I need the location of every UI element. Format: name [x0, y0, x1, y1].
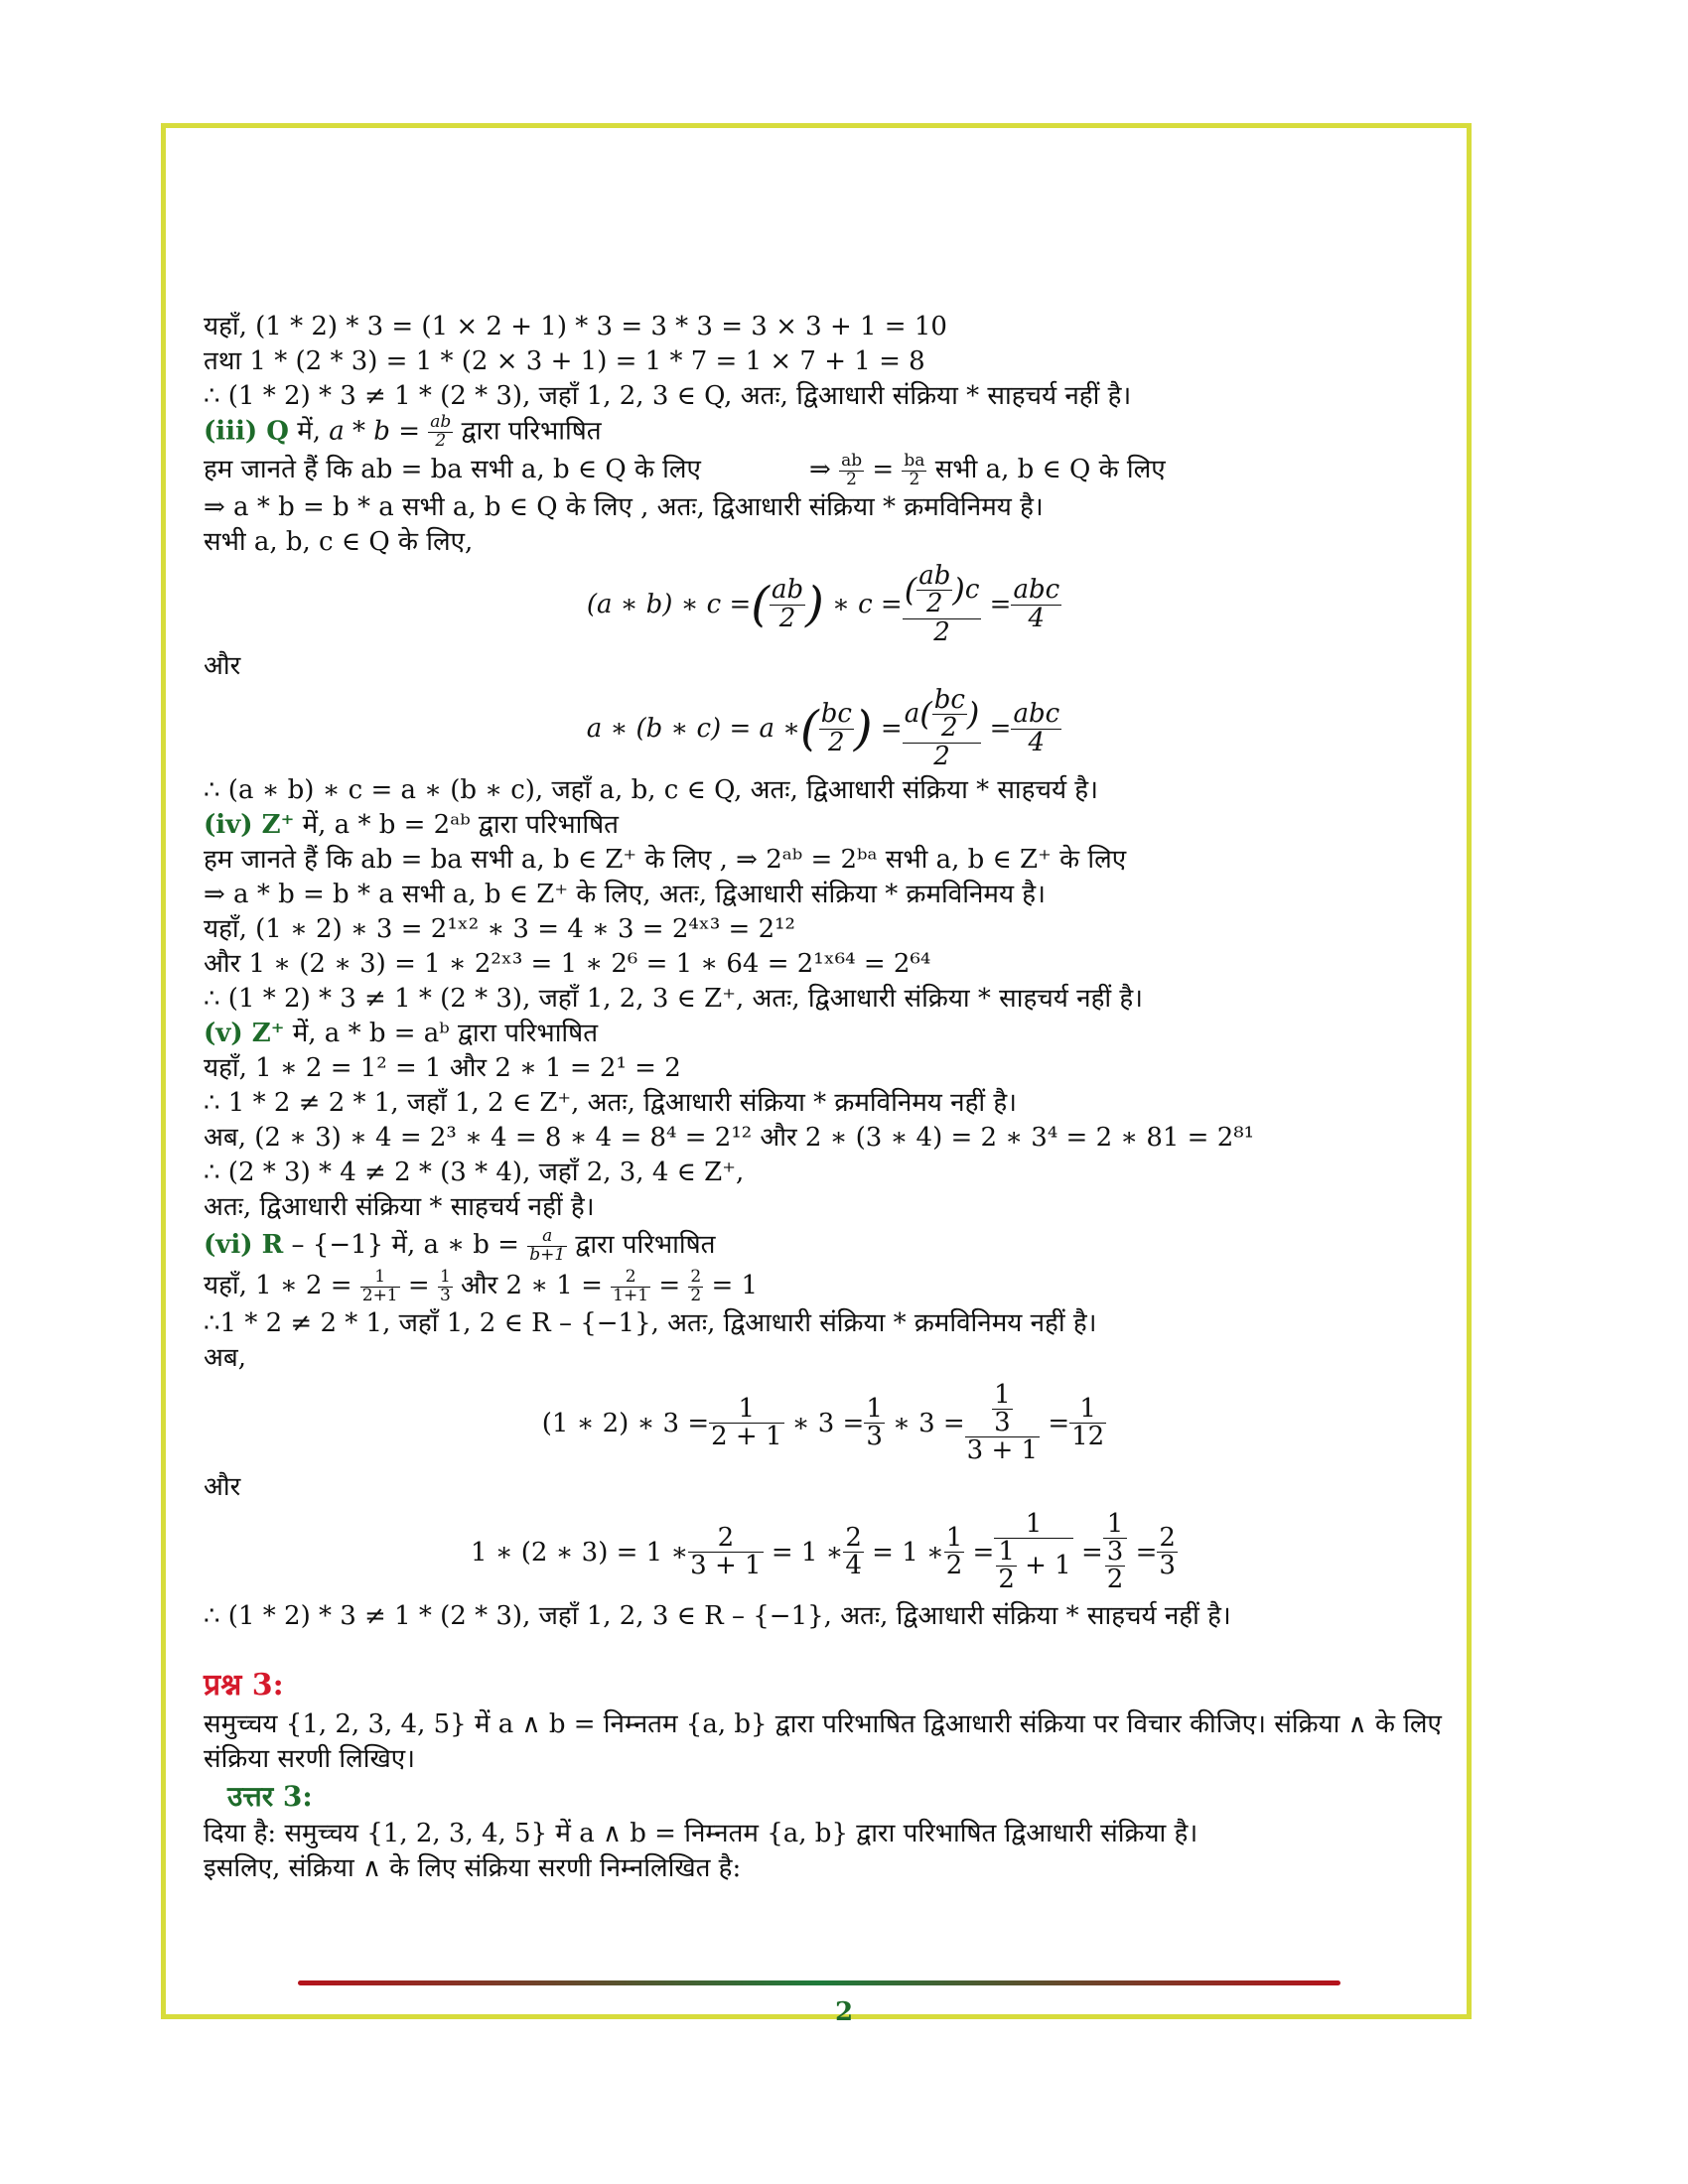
answer-label: उत्तर 3: — [227, 1780, 313, 1813]
text: में, — [288, 416, 330, 447]
text-line: हम जानते हैं कि ab = ba सभी a, b ∈ Z⁺ के लिए , ⇒ 2ᵃᵇ = 2ᵇᵃ सभी a, b ∈ Z⁺ के लिए — [204, 845, 1127, 875]
part-iv-heading — [204, 808, 1445, 843]
numerator: 1 — [360, 1269, 400, 1288]
numerator: ab — [841, 450, 863, 471]
text-line: सभी a, b, c ∈ Q के लिए, — [204, 527, 474, 557]
text-line: ∴ (1 * 2) * 3 ≠ 1 * (2 * 3), जहाँ 1, 2, 3 ∈ Z⁺, अतः, द्विआधारी संक्रिया * साहचर्य नहीं है। — [204, 984, 1144, 1014]
text-line — [204, 449, 1445, 490]
text-line: और — [204, 1472, 241, 1502]
document-body — [204, 310, 1445, 1886]
numerator: ab — [430, 412, 452, 432]
part-v-heading — [204, 1017, 1445, 1051]
text-line: ∴ 1 * 2 ≠ 2 * 1, जहाँ 1, 2 ∈ Z⁺, अतः, द्विआधारी संक्रिया * क्रमविनिमय नहीं है। — [204, 1088, 1018, 1118]
denominator: 3 — [439, 1285, 451, 1305]
text: द्वारा परिभाषित — [567, 1230, 716, 1260]
text-line: तथा 1 * (2 * 3) = 1 * (2 × 3 + 1) = 1 * 7 = 1 × 7 + 1 = 8 — [204, 346, 925, 376]
denominator: b+1 — [529, 1244, 566, 1265]
text: ⇒ — [809, 455, 840, 484]
equation-assoc-1: (a ∗ b) ∗ c = ( $\frac{ab}{2}$ ) ∗ c = ( $\frac{ab}{2}$ )c 2 = $\frac{\text{abc}}{4}$ — [586, 561, 1060, 647]
text: में, a * b = aᵇ द्वारा परिभाषित — [284, 1019, 599, 1048]
text-line: ∴1 * 2 ≠ 2 * 1, जहाँ 1, 2 ∈ R – {−1}, अतः, द्विआधारी संक्रिया * क्रमविनिमय नहीं है। — [204, 1308, 1097, 1338]
numerator: 1 — [439, 1266, 451, 1287]
fraction — [839, 450, 864, 489]
text-line: और 1 ∗ (2 ∗ 3) = 1 ∗ 2²ˣ³ = 1 ∗ 2⁶ = 1 ∗ 64 = 2¹ˣ⁶⁴ = 2⁶⁴ — [204, 949, 931, 979]
text-line: ∴ (1 * 2) * 3 ≠ 1 * (2 * 3), जहाँ 1, 2, 3 ∈ R – {−1}, अतः, द्विआधारी संक्रिया * साहचर्य नहीं है। — [204, 1601, 1231, 1631]
denominator: 2 — [435, 430, 447, 451]
text-line: यहाँ, (1 * 2) * 3 = (1 × 2 + 1) * 3 = 3 * 3 = 3 × 3 + 1 = 10 — [204, 312, 947, 341]
numerator: a — [527, 1228, 567, 1247]
fraction — [360, 1266, 400, 1305]
text: = — [650, 1271, 689, 1300]
text-line: ∴ (a ∗ b) ∗ c = a ∗ (b ∗ c), जहाँ a, b, c ∈ Q, अतः, द्विआधारी संक्रिया * साहचर्य है। — [204, 775, 1098, 805]
footer-divider — [298, 1980, 1340, 1985]
fraction — [438, 1266, 453, 1305]
denominator: 2 — [846, 469, 857, 489]
text: और 2 ∗ 1 = — [452, 1271, 612, 1300]
part-label: (iv) Z⁺ — [204, 810, 295, 840]
fraction — [428, 414, 453, 451]
numerator: 2 — [690, 1266, 702, 1287]
text-line: अब, (2 ∗ 3) ∗ 4 = 2³ ∗ 4 = 8 ∗ 4 = 8⁴ = 2¹² और 2 ∗ (3 ∗ 4) = 2 ∗ 3⁴ = 2 ∗ 81 = 2⁸¹ — [204, 1123, 1255, 1153]
denominator: 2 — [909, 469, 920, 489]
text: द्वारा परिभाषित — [453, 416, 602, 447]
part-vi-heading — [204, 1225, 1445, 1265]
text: यहाँ, 1 ∗ 2 = — [204, 1271, 360, 1300]
page-number: 2 — [834, 1997, 854, 2027]
answer-line: दिया है: समुच्चय {1, 2, 3, 4, 5} में a ∧ b = निम्नतम {a, b} द्वारा परिभाषित द्विआधारी संक्रिया है। — [204, 1819, 1198, 1848]
text: = — [864, 455, 903, 484]
fraction — [527, 1225, 567, 1265]
denominator: 2 — [690, 1285, 702, 1305]
text-line: यहाँ, 1 ∗ 2 = 1² = 1 और 2 ∗ 1 = 2¹ = 2 — [204, 1053, 681, 1083]
text-line: ∴ (2 * 3) * 4 ≠ 2 * (3 * 4), जहाँ 2, 3, 4 ∈ Z⁺, — [204, 1158, 745, 1187]
text: में, a * b = 2ᵃᵇ द्वारा परिभाषित — [294, 810, 619, 840]
part-label: (v) Z⁺ — [204, 1019, 285, 1048]
math: a * b = — [329, 416, 429, 447]
text: – {−1} में, a ∗ b = — [283, 1230, 528, 1260]
text: सभी a, b ∈ Q के लिए — [926, 455, 1166, 484]
text: = — [399, 1271, 438, 1300]
denominator: 2+1 — [361, 1285, 398, 1305]
implication — [809, 449, 1166, 490]
text: = 1 — [703, 1271, 759, 1300]
fraction — [611, 1266, 650, 1305]
answer-line: इसलिए, संक्रिया ∧ के लिए संक्रिया सरणी निम्नलिखित है: — [204, 1853, 742, 1883]
denominator: 1+1 — [613, 1285, 649, 1305]
equation-vi-1: (1 ∗ 2) ∗ 3 = $\frac{1}{2 + 1}$ ∗ 3 = $\frac{1}{3}$ ∗ 3 = $\frac{\frac{1}{3}}{3 + 1}$ = $\frac{1}{12}$ — [541, 1379, 1105, 1466]
part-label: (iii) Q — [204, 416, 289, 447]
question-text: समुच्चय {1, 2, 3, 4, 5} में a ∧ b = निम्नतम {a, b} द्वारा परिभाषित द्विआधारी संक्रिया पर विचार कीजिए। संक्रिया ∧ के लिए संक्रिया सरणी लिखिए। — [204, 1709, 1442, 1774]
text-line: ∴ (1 * 2) * 3 ≠ 1 * (2 * 3), जहाँ 1, 2, 3 ∈ Q, अतः, द्विआधारी संक्रिया * साहचर्य नहीं है। — [204, 381, 1132, 411]
fraction — [688, 1266, 703, 1305]
text-line: और — [204, 651, 241, 681]
numerator: ba — [904, 450, 925, 471]
text-line — [204, 1265, 1445, 1306]
text-line: यहाँ, (1 ∗ 2) ∗ 3 = 2¹ˣ² ∗ 3 = 4 ∗ 3 = 2⁴ˣ³ = 2¹² — [204, 914, 795, 944]
part-iii-heading — [204, 414, 1445, 449]
text-line: अब, — [204, 1343, 246, 1373]
question-label: प्रश्न 3: — [204, 1668, 284, 1703]
text-line: अतः, द्विआधारी संक्रिया * साहचर्य नहीं है। — [204, 1192, 595, 1222]
text-line: ⇒ a * b = b * a सभी a, b ∈ Q के लिए , अतः, द्विआधारी संक्रिया * क्रमविनिमय है। — [204, 492, 1044, 522]
equation-vi-2: 1 ∗ (2 ∗ 3) = 1 ∗ $\frac{2}{3 + 1}$ = 1 ∗ $\frac{2}{4}$ = 1 ∗ $\frac{1}{2}$ = 1 $\frac{1}{2}$ + 1 = $\frac{1}{\frac{3}{2}}$ = $\frac{2}{3}$ — [471, 1508, 1176, 1595]
equation-assoc-2: a ∗ (b ∗ c) = a ∗ ( $\frac{bc}{2}$ ) = a( $\frac{bc}{2}$ ) 2 = $\frac{\text{abc}}{4}$ — [586, 685, 1060, 771]
part-label: (vi) R — [204, 1230, 284, 1260]
numerator: 2 — [611, 1269, 650, 1288]
text: हम जानते हैं कि ab = ba सभी a, b ∈ Q के लिए — [204, 455, 701, 484]
text-line: ⇒ a * b = b * a सभी a, b ∈ Z⁺ के लिए, अतः, द्विआधारी संक्रिया * क्रमविनिमय है। — [204, 880, 1046, 909]
fraction — [902, 450, 926, 489]
